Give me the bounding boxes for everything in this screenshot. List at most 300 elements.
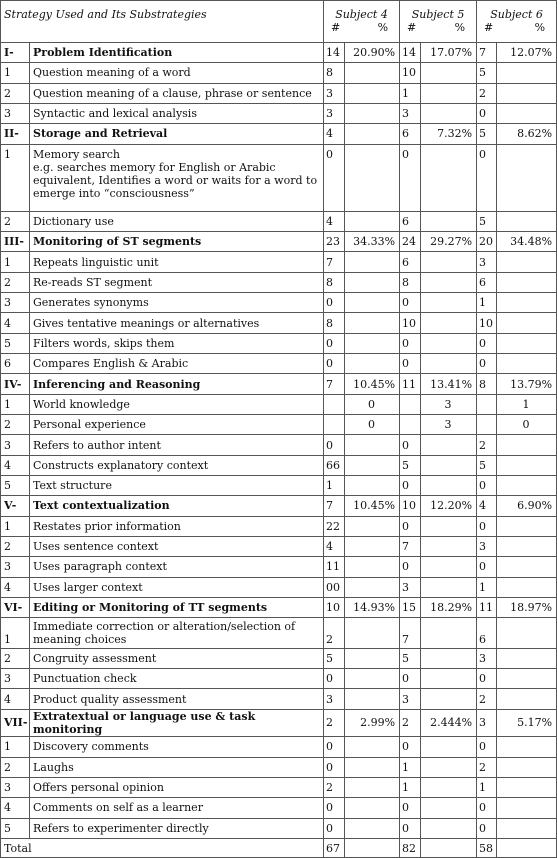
row-number: 5: [1, 818, 30, 838]
row-label: Dictionary use: [30, 211, 324, 231]
subject-4-count: 7: [324, 496, 345, 516]
subject-4-pct: 0: [345, 415, 400, 435]
row-label: Uses larger context: [30, 577, 324, 597]
header-row: [1, 1, 557, 43]
table-row: [1, 757, 557, 777]
subject-5-pct: 18.29%: [421, 597, 477, 617]
subject-4-pct: [345, 777, 400, 797]
subject-6-count: 0: [477, 516, 497, 536]
subject-6-pct: [497, 144, 557, 211]
subject-4-count: 0: [324, 293, 345, 313]
subject-5-count: 0: [400, 354, 421, 374]
row-number: 3: [1, 435, 30, 455]
subject-4-count: 8: [324, 313, 345, 333]
subject-4-pct: [345, 648, 400, 668]
section-row: [1, 496, 557, 516]
subject-6-pct: [497, 737, 557, 757]
subject-5-pct: [421, 648, 477, 668]
subject-5-count: 0: [400, 818, 421, 838]
row-label-main: Memory search: [33, 147, 121, 161]
subject-5-pct: 3: [421, 415, 477, 435]
section-row: [1, 374, 557, 394]
subject-4-pct: [345, 272, 400, 292]
row-number: 1: [1, 144, 30, 211]
subject-5-pct: [421, 689, 477, 709]
subject-5-pct: [421, 272, 477, 292]
row-label: Discovery comments: [30, 737, 324, 757]
subject-5-pct: [421, 669, 477, 689]
subject-5-pct: 7.32%: [421, 124, 477, 144]
subject-4-pct: [345, 252, 400, 272]
table-row: [1, 394, 557, 414]
subject-5-count: 0: [400, 435, 421, 455]
table-row: [1, 476, 557, 496]
row-label: [30, 144, 324, 211]
subject-4-pct: [345, 798, 400, 818]
subject-5-count: 6: [400, 252, 421, 272]
subject-4-count: 7: [324, 252, 345, 272]
subject-6-count: 5: [477, 455, 497, 475]
subject-5-count: 6: [400, 124, 421, 144]
row-label: Re-reads ST segment: [30, 272, 324, 292]
subject-6-pct: [497, 333, 557, 353]
row-number: V-: [1, 496, 30, 516]
subject-6-pct: 8.62%: [497, 124, 557, 144]
subject-5-count: 6: [400, 211, 421, 231]
subject-6-count: 3: [477, 648, 497, 668]
subject-6-pct: [497, 63, 557, 83]
row-number: 1: [1, 737, 30, 757]
subject-6-count: 1: [477, 777, 497, 797]
subject-6-count: 7: [477, 43, 497, 63]
table-row: [1, 354, 557, 374]
subject-6-pct: [497, 103, 557, 123]
row-number: 5: [1, 333, 30, 353]
subject-6-pct: [497, 669, 557, 689]
table-row: [1, 144, 557, 211]
subject-4-pct: [345, 144, 400, 211]
subject-5-count: 24: [400, 232, 421, 252]
subject-5-pct: [421, 476, 477, 496]
subject-4-count: 0: [324, 435, 345, 455]
subject-6-count: 3: [477, 252, 497, 272]
subject-4-pct: [345, 435, 400, 455]
subject-4-pct: [345, 737, 400, 757]
subject-5-count: 7: [400, 536, 421, 556]
subject-6-count: 2: [477, 83, 497, 103]
subject-5-count: 0: [400, 737, 421, 757]
row-label: Generates synonyms: [30, 293, 324, 313]
subject-6-count: [477, 394, 497, 414]
subject-6-count: 2: [477, 689, 497, 709]
total-subject-5: 82: [400, 839, 421, 858]
subject-4-count: 8: [324, 63, 345, 83]
subject-6-count: 0: [477, 798, 497, 818]
subject-6-count-header: #: [484, 21, 494, 34]
subject-4-pct: 10.45%: [345, 374, 400, 394]
subject-5-count: 1: [400, 757, 421, 777]
row-number: IV-: [1, 374, 30, 394]
table-row: [1, 83, 557, 103]
table-row: [1, 648, 557, 668]
subject-5-pct: [421, 103, 477, 123]
row-label: World knowledge: [30, 394, 324, 414]
row-number: 4: [1, 577, 30, 597]
subject-5-pct: [421, 577, 477, 597]
subject-6-count: 0: [477, 818, 497, 838]
subject-6-pct: 6.90%: [497, 496, 557, 516]
subject-4-pct: [345, 557, 400, 577]
row-number: 2: [1, 648, 30, 668]
row-number: 3: [1, 103, 30, 123]
subject-5-pct: [421, 435, 477, 455]
subject-6-count: 0: [477, 103, 497, 123]
table-row: [1, 435, 557, 455]
row-number: 4: [1, 455, 30, 475]
subject-6-pct: [497, 293, 557, 313]
table-row: [1, 63, 557, 83]
subject-4-count: 0: [324, 333, 345, 353]
row-number: I-: [1, 43, 30, 63]
row-label-example: e.g. searches memory for English or Arabic equivalent, Identifies a word or waits for a word to emerge into “consciousness”: [33, 160, 318, 200]
subject-5-pct: [421, 516, 477, 536]
subject-5-pct: [421, 293, 477, 313]
subject-6-pct: [497, 313, 557, 333]
subject-6-pct: [497, 516, 557, 536]
row-label: Uses paragraph context: [30, 557, 324, 577]
subject-5-count: 0: [400, 476, 421, 496]
row-label: Extratextual or language use & task monitoring: [30, 709, 324, 736]
subject-4-count: 2: [324, 777, 345, 797]
table-row: [1, 455, 557, 475]
subject-5-pct-header: %: [454, 21, 466, 34]
subject-6-pct: 34.48%: [497, 232, 557, 252]
subject-4-count: 8: [324, 272, 345, 292]
subject-4-count: 4: [324, 536, 345, 556]
subject-4-pct: [345, 577, 400, 597]
subject-5-count: 15: [400, 597, 421, 617]
subject-4-pct: [345, 63, 400, 83]
subject-6-pct: [497, 648, 557, 668]
row-label: Refers to author intent: [30, 435, 324, 455]
subject-4-count: 0: [324, 737, 345, 757]
section-row: [1, 43, 557, 63]
subject-6-pct: [497, 272, 557, 292]
subject-6-count: 4: [477, 496, 497, 516]
subject-4-count: 23: [324, 232, 345, 252]
table-row: [1, 669, 557, 689]
subject-6-pct: [497, 557, 557, 577]
subject-5-title: Subject 5: [411, 8, 465, 21]
row-label: Uses sentence context: [30, 536, 324, 556]
total-subject-6: 58: [477, 839, 497, 858]
subject-4-count-header: #: [331, 21, 341, 34]
subject-4-pct: 14.93%: [345, 597, 400, 617]
row-number: 2: [1, 415, 30, 435]
total-subject-4: 67: [324, 839, 345, 858]
subject-6-pct: [497, 818, 557, 838]
subject-4-pct: [345, 354, 400, 374]
subject-5-pct: [421, 798, 477, 818]
subject-4-count: 3: [324, 103, 345, 123]
table-row: [1, 252, 557, 272]
subject-6-pct: [497, 757, 557, 777]
total-label: Total: [1, 839, 324, 858]
subject-5-count: 0: [400, 557, 421, 577]
subject-6-pct: [497, 777, 557, 797]
table-row: [1, 557, 557, 577]
row-number: 4: [1, 689, 30, 709]
subject-6-count: 3: [477, 709, 497, 736]
subject-5-pct: [421, 354, 477, 374]
subject-5-count-header: #: [407, 21, 417, 34]
subject-4-count: 3: [324, 83, 345, 103]
subject-6-count: 0: [477, 669, 497, 689]
subject-6-title: Subject 6: [490, 8, 543, 21]
subject-4-pct: [345, 516, 400, 536]
table-row: [1, 689, 557, 709]
row-label: Restates prior information: [30, 516, 324, 536]
subject-6-count: 0: [477, 557, 497, 577]
row-label: Offers personal opinion: [30, 777, 324, 797]
subject-5-pct: [421, 333, 477, 353]
subject-4-pct: [345, 103, 400, 123]
row-number: VII-: [1, 709, 30, 736]
strategy-header: Strategy Used and Its Substrategies: [1, 1, 324, 43]
subject-6-pct: 12.07%: [497, 43, 557, 63]
row-number: II-: [1, 124, 30, 144]
row-label: Monitoring of ST segments: [30, 232, 324, 252]
subject-6-pct: 13.79%: [497, 374, 557, 394]
subject-6-pct: [497, 618, 557, 648]
table-row: [1, 516, 557, 536]
row-number: 1: [1, 63, 30, 83]
section-row: [1, 709, 557, 736]
subject-5-count: 5: [400, 648, 421, 668]
subject-4-pct: 0: [345, 394, 400, 414]
subject-5-pct: [421, 777, 477, 797]
subject-5-count: 0: [400, 144, 421, 211]
subject-5-pct: [421, 557, 477, 577]
subject-5-pct: [421, 83, 477, 103]
row-number: VI-: [1, 597, 30, 617]
table-row: [1, 415, 557, 435]
subject-6-count: 0: [477, 333, 497, 353]
subject-6-count: 1: [477, 293, 497, 313]
row-number: 1: [1, 618, 30, 648]
row-label: Immediate correction or alteration/selection of meaning choices: [30, 618, 324, 648]
subject-5-pct: [421, 536, 477, 556]
subject-5-count: 10: [400, 313, 421, 333]
row-label: Repeats linguistic unit: [30, 252, 324, 272]
table-row: [1, 293, 557, 313]
subject-4-count: 14: [324, 43, 345, 63]
table-row: [1, 103, 557, 123]
subject-6-count: 0: [477, 737, 497, 757]
subject-6-pct: 18.97%: [497, 597, 557, 617]
row-label: Storage and Retrieval: [30, 124, 324, 144]
subject-4-count: 22: [324, 516, 345, 536]
row-label: Constructs explanatory context: [30, 455, 324, 475]
row-label: Punctuation check: [30, 669, 324, 689]
subject-6-header: [477, 1, 557, 43]
subject-4-pct: [345, 818, 400, 838]
row-number: 4: [1, 313, 30, 333]
table-row: [1, 211, 557, 231]
table-row: [1, 818, 557, 838]
subject-5-pct: [421, 618, 477, 648]
subject-4-count: 4: [324, 211, 345, 231]
total-row: [1, 839, 557, 858]
table-row: [1, 313, 557, 333]
subject-5-count: 5: [400, 455, 421, 475]
row-number: 3: [1, 669, 30, 689]
subject-4-count: 2: [324, 709, 345, 736]
subject-4-pct: [345, 455, 400, 475]
subject-4-count: 11: [324, 557, 345, 577]
subject-6-pct: [497, 435, 557, 455]
subject-5-count: 0: [400, 798, 421, 818]
row-label: Gives tentative meanings or alternatives: [30, 313, 324, 333]
table-row: [1, 798, 557, 818]
subject-5-count: 1: [400, 777, 421, 797]
subject-4-pct: 2.99%: [345, 709, 400, 736]
subject-6-count: 5: [477, 124, 497, 144]
subject-4-count: 66: [324, 455, 345, 475]
row-number: 1: [1, 252, 30, 272]
subject-6-pct: [497, 577, 557, 597]
subject-5-count: 8: [400, 272, 421, 292]
section-row: [1, 124, 557, 144]
subject-6-pct-header: %: [534, 21, 546, 34]
row-label: Congruity assessment: [30, 648, 324, 668]
subject-5-count: 10: [400, 496, 421, 516]
subject-5-count: 2: [400, 709, 421, 736]
total-subject-4-pct: [345, 839, 400, 858]
subject-5-pct: [421, 63, 477, 83]
subject-5-count: 3: [400, 577, 421, 597]
row-label: Question meaning of a word: [30, 63, 324, 83]
subject-4-count: 0: [324, 144, 345, 211]
table-row: [1, 777, 557, 797]
row-label: Editing or Monitoring of TT segments: [30, 597, 324, 617]
row-label: Comments on self as a learner: [30, 798, 324, 818]
subject-4-pct: [345, 333, 400, 353]
table-row: [1, 536, 557, 556]
row-label: Compares English & Arabic: [30, 354, 324, 374]
subject-4-pct: 20.90%: [345, 43, 400, 63]
total-subject-5-pct: [421, 839, 477, 858]
subject-5-count: 11: [400, 374, 421, 394]
subject-4-count: [324, 415, 345, 435]
subject-4-count: 2: [324, 618, 345, 648]
subject-5-pct: [421, 818, 477, 838]
table-row: [1, 737, 557, 757]
subject-4-pct: [345, 293, 400, 313]
subject-6-pct: 5.17%: [497, 709, 557, 736]
row-number: 2: [1, 757, 30, 777]
subject-5-count: 7: [400, 618, 421, 648]
subject-5-pct: [421, 455, 477, 475]
row-label: Text structure: [30, 476, 324, 496]
row-label: Laughs: [30, 757, 324, 777]
subject-6-count: 11: [477, 597, 497, 617]
subject-4-count: 4: [324, 124, 345, 144]
subject-4-pct: [345, 211, 400, 231]
subject-6-pct: [497, 252, 557, 272]
subject-4-count: 7: [324, 374, 345, 394]
subject-6-count: 6: [477, 618, 497, 648]
table-row: [1, 272, 557, 292]
subject-6-pct: [497, 83, 557, 103]
subject-5-count: 0: [400, 293, 421, 313]
row-label: Refers to experimenter directly: [30, 818, 324, 838]
row-number: 3: [1, 777, 30, 797]
subject-6-count: 8: [477, 374, 497, 394]
subject-6-pct: [497, 455, 557, 475]
subject-5-count: [400, 415, 421, 435]
row-label: Problem Identification: [30, 43, 324, 63]
subject-4-pct: [345, 757, 400, 777]
subject-4-pct: 34.33%: [345, 232, 400, 252]
row-number: 3: [1, 293, 30, 313]
subject-4-count: 0: [324, 798, 345, 818]
section-row: [1, 232, 557, 252]
subject-6-count: 2: [477, 435, 497, 455]
subject-6-count: 20: [477, 232, 497, 252]
subject-6-pct: [497, 476, 557, 496]
subject-5-count: 3: [400, 103, 421, 123]
subject-4-pct: 10.45%: [345, 496, 400, 516]
subject-4-count: 0: [324, 354, 345, 374]
subject-4-count: 0: [324, 818, 345, 838]
subject-5-pct: [421, 211, 477, 231]
row-number: III-: [1, 232, 30, 252]
subject-5-count: [400, 394, 421, 414]
row-number: 5: [1, 476, 30, 496]
row-label: Product quality assessment: [30, 689, 324, 709]
subject-5-count: 0: [400, 669, 421, 689]
table-row: [1, 618, 557, 648]
subject-5-pct: 12.20%: [421, 496, 477, 516]
subject-4-pct: [345, 476, 400, 496]
subject-4-title: Subject 4: [335, 8, 388, 21]
subject-5-pct: [421, 144, 477, 211]
row-number: 2: [1, 272, 30, 292]
row-label: Inferencing and Reasoning: [30, 374, 324, 394]
subject-5-pct: 29.27%: [421, 232, 477, 252]
subject-4-count: 0: [324, 669, 345, 689]
row-number: 2: [1, 536, 30, 556]
subject-5-header: [400, 1, 477, 43]
subject-5-count: 3: [400, 689, 421, 709]
subject-6-count: 6: [477, 272, 497, 292]
subject-4-pct: [345, 618, 400, 648]
subject-6-pct: [497, 354, 557, 374]
subject-6-count: 1: [477, 577, 497, 597]
row-label: Filters words, skips them: [30, 333, 324, 353]
subject-5-pct: [421, 737, 477, 757]
subject-4-pct: [345, 124, 400, 144]
row-number: 1: [1, 516, 30, 536]
subject-6-count: [477, 415, 497, 435]
row-label: Text contextualization: [30, 496, 324, 516]
row-number: 1: [1, 394, 30, 414]
subject-4-pct: [345, 536, 400, 556]
subject-6-pct: [497, 211, 557, 231]
subject-6-pct: 1: [497, 394, 557, 414]
row-label: Question meaning of a clause, phrase or sentence: [30, 83, 324, 103]
